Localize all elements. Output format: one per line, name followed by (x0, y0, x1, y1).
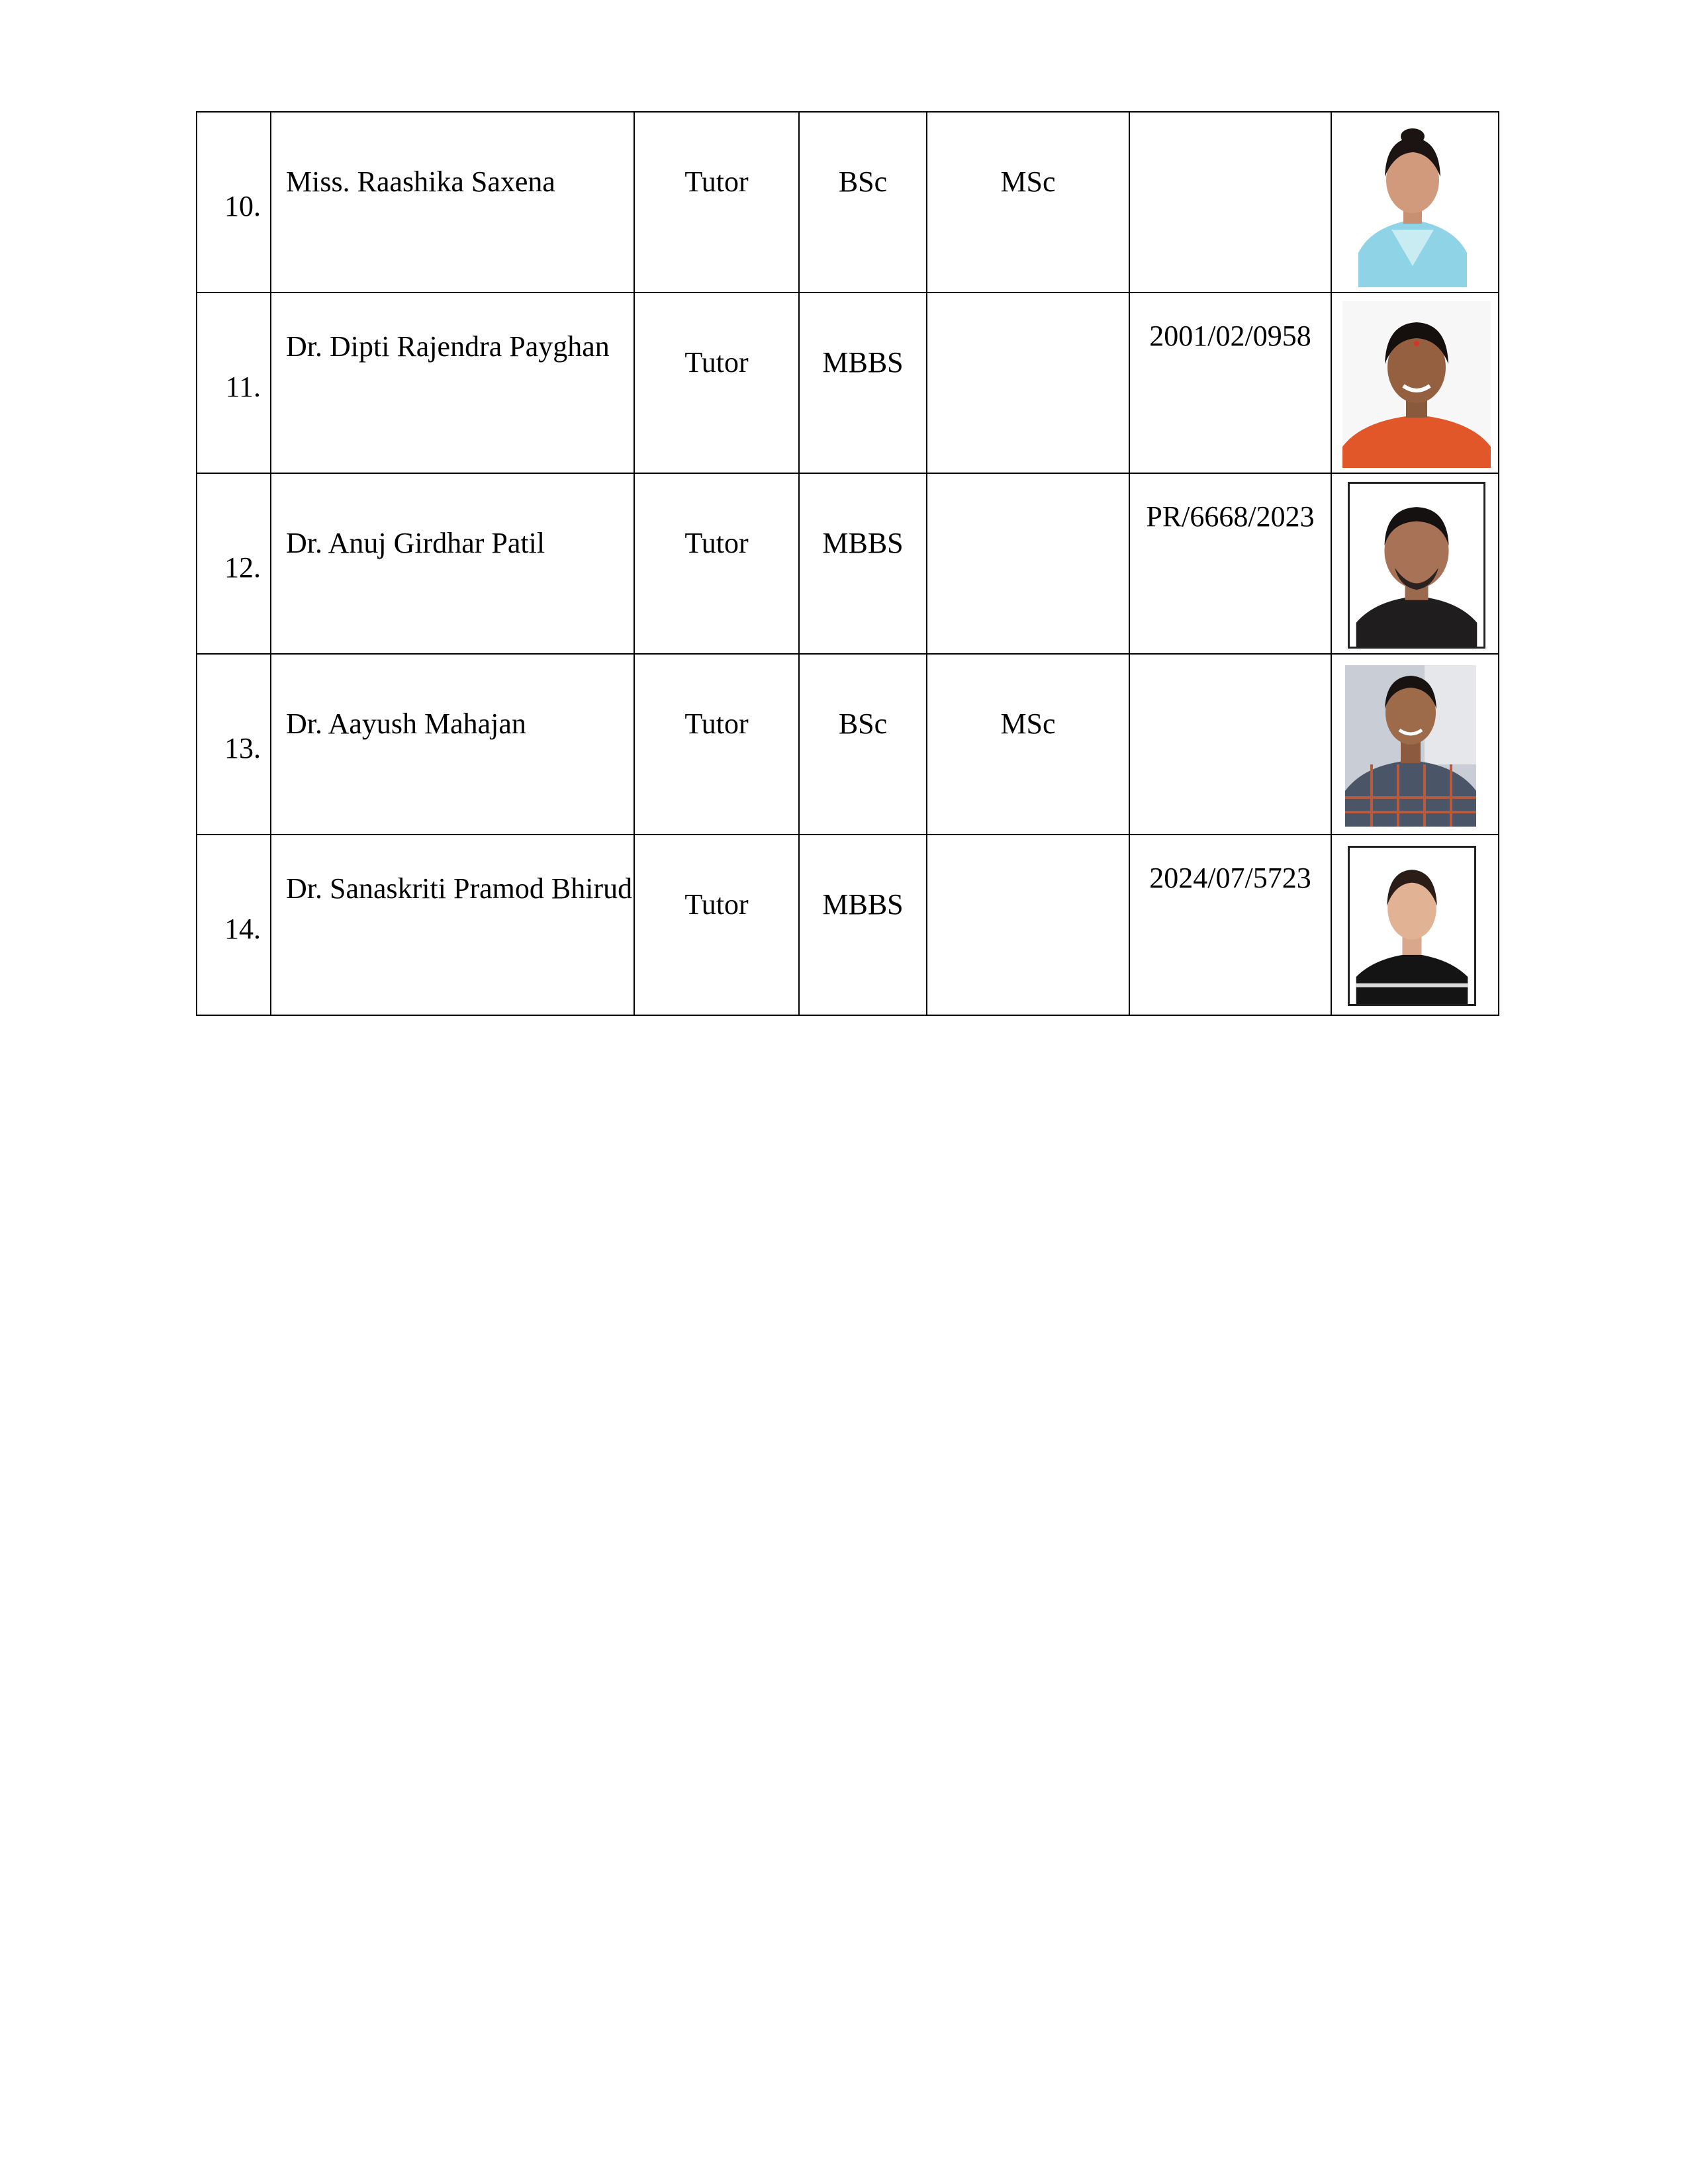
table-row (197, 473, 1499, 654)
pg-qualification-cell (927, 473, 1129, 654)
designation-cell: Tutor (634, 112, 799, 293)
designation-cell: Tutor (634, 835, 799, 1015)
pg-qualification-cell: MSc (927, 654, 1129, 835)
profile-photo (1342, 301, 1491, 468)
name-cell: Miss. Raashika Saxena (271, 112, 634, 293)
photo-cell (1331, 473, 1499, 654)
photo-cell (1331, 654, 1499, 835)
ug-qualification-cell: MBBS (799, 835, 927, 1015)
name-cell: Dr. Dipti Rajendra Payghan (271, 293, 634, 473)
photo-cell (1331, 112, 1499, 293)
photo-cell (1331, 293, 1499, 473)
table-row (197, 112, 1499, 293)
table-row (197, 293, 1499, 473)
registration-number-cell: PR/6668/2023 (1129, 473, 1331, 654)
designation-cell: Tutor (634, 654, 799, 835)
registration-number-cell: 2001/02/0958 (1129, 293, 1331, 473)
profile-photo (1345, 120, 1480, 287)
ug-qualification-cell: BSc (799, 654, 927, 835)
registration-number-cell: 2024/07/5723 (1129, 835, 1331, 1015)
ug-qualification-cell: MBBS (799, 473, 927, 654)
pg-qualification-cell (927, 835, 1129, 1015)
serial-number-cell: 11. (197, 293, 271, 473)
profile-photo (1348, 846, 1476, 1006)
staff-table (196, 111, 1499, 1016)
table-row (197, 835, 1499, 1015)
registration-number-cell (1129, 654, 1331, 835)
name-cell: Dr. Aayush Mahajan (271, 654, 634, 835)
pg-qualification-cell (927, 293, 1129, 473)
profile-photo (1348, 482, 1485, 649)
registration-number-cell (1129, 112, 1331, 293)
name-cell: Dr. Anuj Girdhar Patil (271, 473, 634, 654)
table-row (197, 654, 1499, 835)
serial-number-cell: 12. (197, 473, 271, 654)
serial-number-cell: 10. (197, 112, 271, 293)
serial-number-cell: 14. (197, 835, 271, 1015)
designation-cell: Tutor (634, 473, 799, 654)
ug-qualification-cell: MBBS (799, 293, 927, 473)
profile-photo (1345, 665, 1476, 827)
photo-cell (1331, 835, 1499, 1015)
name-cell: Dr. Sanaskriti Pramod Bhirud (271, 835, 634, 1015)
serial-number-cell: 13. (197, 654, 271, 835)
pg-qualification-cell: MSc (927, 112, 1129, 293)
designation-cell: Tutor (634, 293, 799, 473)
ug-qualification-cell: BSc (799, 112, 927, 293)
